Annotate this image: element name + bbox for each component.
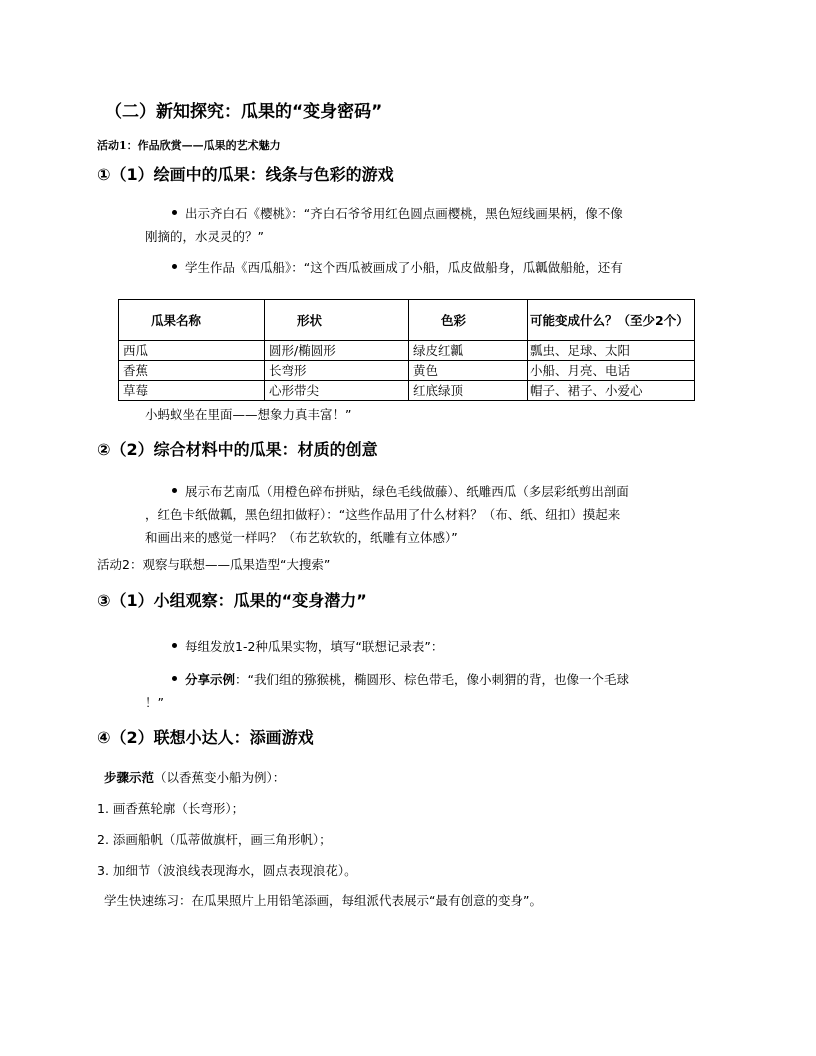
table-cell: 小船、月亮、电话 [528, 361, 695, 381]
table-row [119, 361, 695, 381]
activity1-title: 活动1：作品欣赏——瓜果的艺术魅力 [97, 139, 281, 152]
bullet-share-example: 分享示例：“我们组的猕猴桃，椭圆形、棕色带毛，像小刺猬的背，也像一个毛球 [172, 668, 629, 691]
bullet-fruit-distribute: 每组发放1-2种瓜果实物，填写“联想记录表”： [172, 635, 443, 658]
table-cell: 心形带尖 [265, 381, 409, 401]
table-cell: 瓢虫、足球、太阳 [528, 341, 695, 361]
activity2-title: 活动2：观察与联想——瓜果造型“大搜索” [97, 557, 331, 572]
table-cell: 红底绿顶 [409, 381, 528, 401]
table-cell: 黄色 [409, 361, 528, 381]
table-cell: 香蕉 [119, 361, 265, 381]
bullet-materials-cont1: ，红色卡纸做瓤，黑色纽扣做籽）：“这些作品用了什么材料？（布、纸、纽扣）摸起来 [145, 507, 621, 522]
table-cell: 草莓 [119, 381, 265, 401]
bullet-xigua-boat: 学生作品《西瓜船》：“这个西瓜被画成了小船，瓜皮做船身，瓜瓤做船舱，还有 [172, 256, 623, 279]
bullet-materials-cont2: 和画出来的感觉一样吗？（布艺软软的，纸雕有立体感）” [145, 530, 458, 545]
table-header-cell: 瓜果名称 [119, 300, 265, 341]
table-header-cell: 形状 [265, 300, 409, 341]
step-item: 3. 加细节（波浪线表现海水，圆点表现浪花）。 [97, 863, 357, 878]
bullet-qibaishi: 出示齐白石《樱桃》：“齐白石爷爷用红色圆点画樱桃，黑色短线画果柄，像不像 [172, 202, 623, 225]
sub4-title: ④（2）联想小达人：添画游戏 [97, 728, 314, 747]
table-row [119, 381, 695, 401]
bullet-materials: 展示布艺南瓜（用橙色碎布拼贴，绿色毛线做藤）、纸雕西瓜（多层彩纸剪出剖面 [172, 480, 629, 503]
association-table [118, 299, 695, 401]
bullet-xigua-boat-cont: 小蚂蚁坐在里面——想象力真丰富！” [145, 407, 352, 422]
bullet-qibaishi-cont: 刚摘的，水灵灵的？” [145, 229, 264, 244]
bullet-dot [172, 210, 177, 215]
table-cell: 圆形/椭圆形 [265, 341, 409, 361]
step-item: 1. 画香蕉轮廓（长弯形）； [97, 801, 245, 816]
table-cell: 帽子、裙子、小爱心 [528, 381, 695, 401]
sub3-title: ③（1）小组观察：瓜果的“变身潜力” [97, 591, 367, 610]
table-header-row [119, 300, 695, 341]
sub2-title: ②（2）综合材料中的瓜果：材质的创意 [97, 440, 378, 459]
section-title: （二）新知探究：瓜果的“变身密码” [105, 102, 383, 122]
table-header-cell: 可能变成什么？（至少2个） [528, 300, 695, 341]
bullet-dot [172, 488, 177, 493]
table-row [119, 341, 695, 361]
sub1-title: ①（1）绘画中的瓜果：线条与色彩的游戏 [97, 165, 394, 184]
table-cell: 长弯形 [265, 361, 409, 381]
table-cell: 绿皮红瓤 [409, 341, 528, 361]
step-item: 2. 添画船帆（瓜蒂做旗杆，画三角形帆）； [97, 832, 332, 847]
bullet-dot [172, 676, 177, 681]
table-cell: 西瓜 [119, 341, 265, 361]
bullet-share-example-cont: ！” [145, 695, 164, 710]
steps-heading: 步骤示范（以香蕉变小船为例）： [104, 770, 286, 785]
bullet-dot [172, 643, 177, 648]
table-header-cell: 色彩 [409, 300, 528, 341]
practice-text: 学生快速练习：在瓜果照片上用铅笔添画，每组派代表展示“最有创意的变身”。 [104, 893, 542, 908]
bullet-dot [172, 264, 177, 269]
